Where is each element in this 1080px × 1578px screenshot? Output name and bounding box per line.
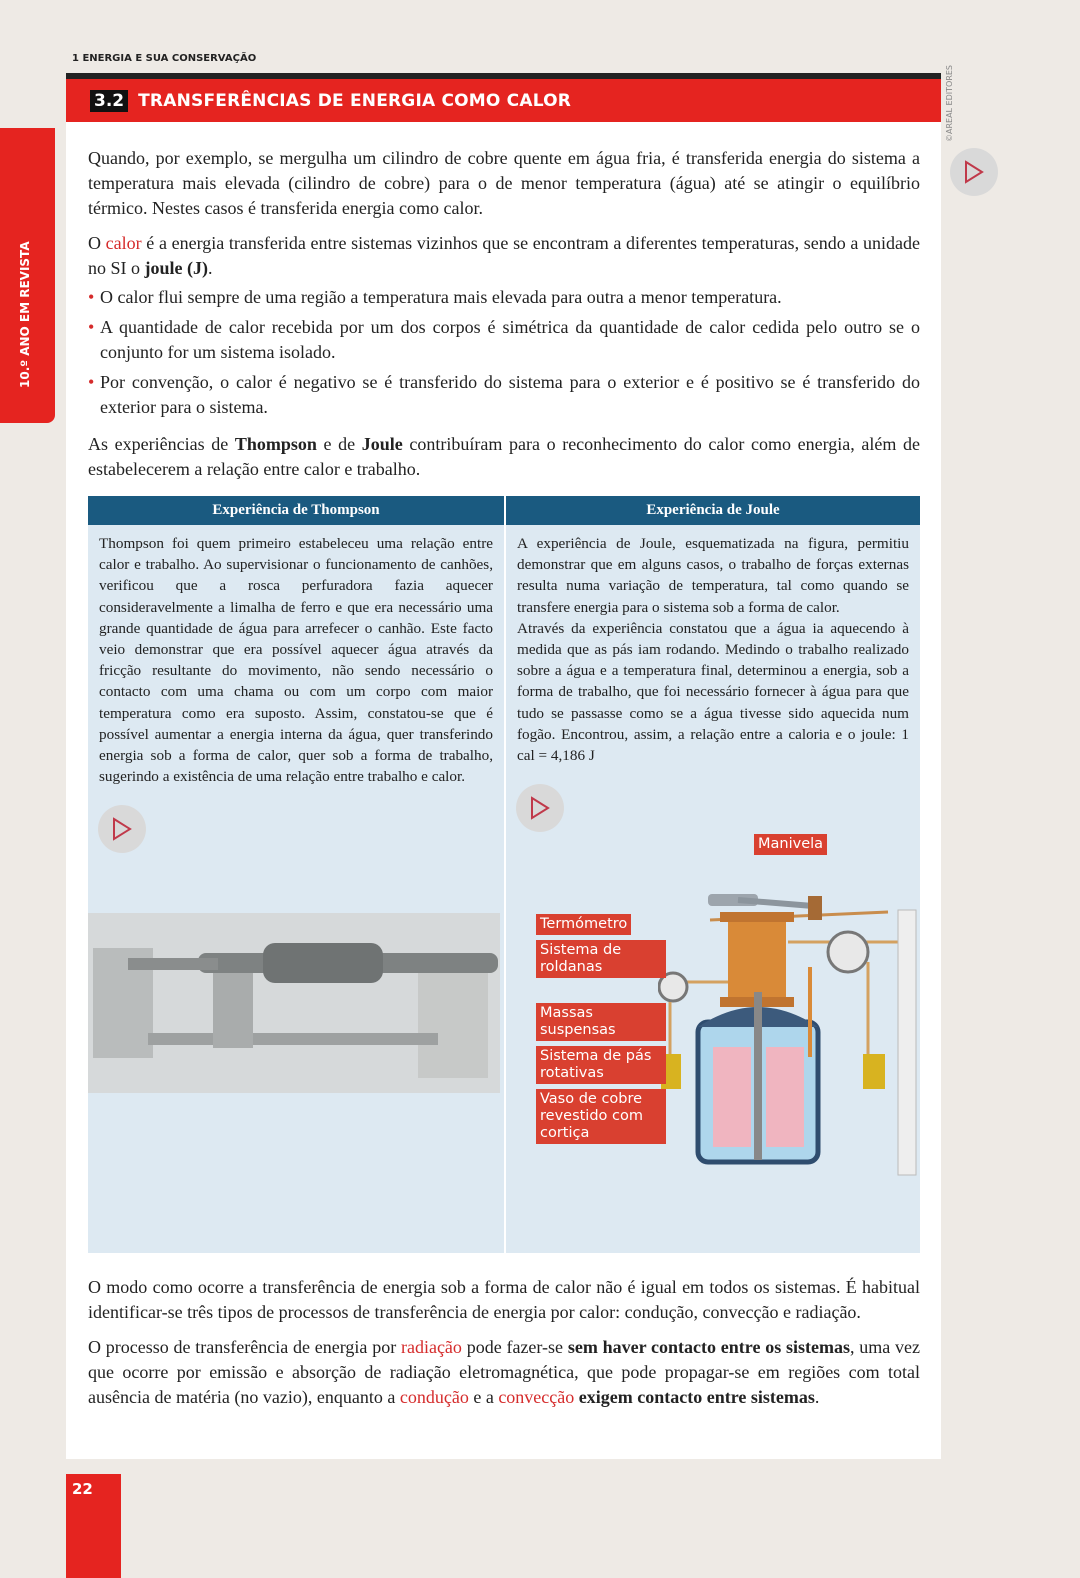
bullet-item: • Por convenção, o calor é negativo se é transferido do sistema para o exterior e é positivo se é transferido do exterior para o sistema. (88, 370, 920, 420)
term-calor: calor (105, 233, 142, 253)
paragraph-radiation (88, 1335, 920, 1410)
side-tab-label: 10.º ANO EM REVISTA (18, 241, 32, 388)
term-conducao: condução (399, 1387, 469, 1408)
paragraph-experiences (88, 432, 920, 482)
label-termometro: Termómetro (536, 914, 631, 935)
page-number: 22 (66, 1474, 121, 1578)
thompson-text: Thompson foi quem primeiro estabeleceu uma relação entre calor e trabalho. Ao supervisionar o funcionamento de canhões, verificou que a rosca perfuradora fazia aquecer consideravelmente a limalha de ferro e que era necessário uma grande quantidade de água para arrefecer o canhão. Este facto veio demonstrar que era possível aquecer água através da fricção resultante do movimento, não sendo necessário o contacto com uma chama ou com um corpo com maior temperatura como era suposto. Assim, constatou-se que é possível aumentar a energia interna da água, quer transferindo energia sob a forma de calor, quer sob a forma de trabalho, sugerindo a existência de uma relação entre trabalho e calor. (99, 535, 493, 786)
play-button[interactable] (950, 148, 998, 196)
text: O (88, 233, 106, 253)
label-vaso: Vaso de cobre revestido com cortiça (536, 1089, 666, 1144)
bullet-item: • A quantidade de calor recebida por um dos corpos é simétrica da quantidade de calor cedida pelo outro se o conjunto for um sistema isolado. (88, 315, 920, 365)
experiments-box (88, 496, 920, 1253)
main-text (88, 146, 920, 1420)
label-pas: Sistema de pás rotativas (536, 1046, 666, 1084)
label-roldanas: Sistema de roldanas (536, 940, 666, 978)
thompson-header: Experiência de Thompson (88, 496, 504, 525)
side-tab (0, 128, 55, 423)
text: . (208, 258, 213, 278)
paragraph-intro: Quando, por exemplo, se mergulha um cilindro de cobre quente em água fria, é transferida energia do sistema a temperatura mais elevada (cilindro de cobre) para o de menor temperatura (água) até se atingir o equilíbrio térmico. Nestes casos é transferida energia como calor. (88, 148, 920, 218)
text: contribuíram para o reconhecimento do calor como energia, além de estabelecerem a relação entre calor e trabalho. (88, 434, 920, 479)
joule-text-2: Através da experiência constatou que a água ia aquecendo à medida que as pás iam rodando. Medindo o trabalho realizado sobre a água e a temperatura final, determinou a energia, sob a forma de trabalho, que foi necessário fornecer à água para que tudo se passasse como se a água tivesse sido aquecida num fogão. Encontrou, assim, a relação entre a caloria e o joule: 1 cal = 4,186 J (517, 619, 909, 765)
section-number: 3.2 (90, 90, 128, 112)
text: pode fazer-se (461, 1337, 568, 1358)
thompson-play-button[interactable] (98, 805, 146, 853)
text: e de (316, 434, 362, 454)
joule-play-button[interactable] (516, 784, 564, 832)
thompson-figure (88, 853, 504, 1253)
joule-text (506, 525, 920, 766)
text: e a (468, 1387, 499, 1408)
copyright: ©AREAL EDITORES (945, 64, 954, 142)
term-joule: joule (J) (144, 258, 208, 278)
emphasis: sem haver contacto entre os sistemas (567, 1337, 850, 1358)
joule-header: Experiência de Joule (506, 496, 920, 525)
label-massas: Massas suspensas (536, 1003, 666, 1041)
text: , uma vez que ocorre por emissão e absorção de radiação eletromagnética, que pode propagar-se em regiões com total ausência de matéria (no vazio), enquanto a (88, 1337, 921, 1408)
label-manivela: Manivela (754, 834, 827, 855)
text: O processo de transferência de energia por (88, 1337, 401, 1358)
text: As experiências de (88, 434, 235, 454)
text: . (814, 1387, 820, 1408)
section-title: TRANSFERÊNCIAS DE ENERGIA COMO CALOR (138, 90, 572, 111)
play-icon (111, 817, 133, 841)
term-thompson: Thompson (234, 434, 317, 454)
thompson-cannon-illustration (88, 913, 500, 1093)
term-conveccao: convecção (498, 1387, 575, 1408)
emphasis: exigem contacto entre sistemas (578, 1387, 815, 1408)
term-joule: Joule (361, 434, 403, 454)
term-radiacao: radiação (400, 1337, 462, 1358)
thompson-column (88, 496, 504, 1253)
chapter-label: 1 ENERGIA E SUA CONSERVAÇÃO (72, 53, 257, 64)
paragraph-calor-definition (88, 231, 920, 281)
play-icon (529, 796, 551, 820)
joule-figure (506, 832, 920, 1232)
play-icon (963, 160, 985, 184)
joule-apparatus-illustration (658, 872, 920, 1177)
joule-text-1: A experiência de Joule, esquematizada na figura, permitiu demonstrar que em alguns casos, o trabalho de forças externas resulta numa variação de temperatura, tal como quando se transfere energia para o sistema sob a forma de calor. (517, 535, 909, 616)
diagram-labels (536, 914, 666, 1144)
bullet-item: • O calor flui sempre de uma região a temperatura mais elevada para outra a menor temperatura. (88, 285, 920, 310)
text: é a energia transferida entre sistemas vizinhos que se encontram a diferentes temperaturas, sendo a unidade no SI o (88, 233, 920, 278)
joule-column (504, 496, 920, 1253)
paragraph-processes: O modo como ocorre a transferência de energia sob a forma de calor não é igual em todos os sistemas. É habitual identificar-se três tipos de processos de transferência de energia por calor: condução, convecção e radiação. (88, 1277, 920, 1323)
section-title-bar (66, 79, 941, 122)
